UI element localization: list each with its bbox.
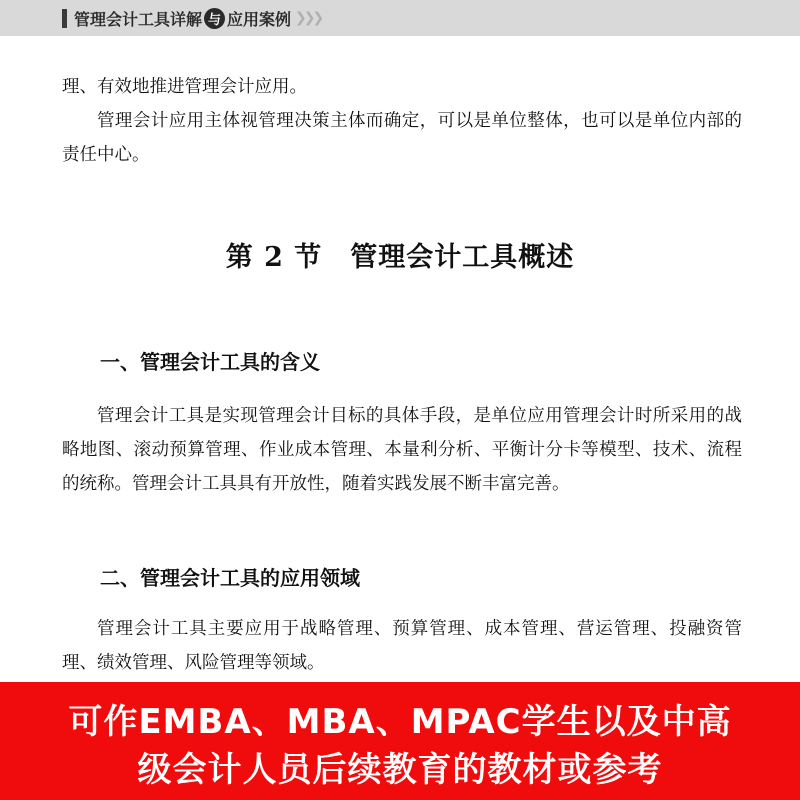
- book-title-right: 应用案例: [227, 9, 292, 29]
- section-title: 第 2 节 管理会计工具概述: [225, 242, 575, 273]
- header-marker: [62, 9, 67, 28]
- paragraph-definition: 管理会计工具是实现管理会计目标的具体手段，是单位应用管理会计时所采用的战略地图、滚动预算管理、作业成本管理、本量利分析、平衡计分卡等模型、技术、流程的统称。管理会计工具具有开放性，随着实践发展不断丰富完善。: [62, 406, 742, 494]
- book-title-connector-badge: 与: [204, 8, 225, 29]
- promo-banner-line-2: 级会计人员后续教育的教材或参考: [137, 750, 663, 790]
- paragraph-application-subject: 管理会计应用主体视管理决策主体而确定，可以是单位整体，也可以是单位内部的责任中心。: [62, 111, 742, 165]
- promo-banner-line-1: 可作EMBA、MBA、MPAC学生以及中高: [68, 702, 732, 742]
- subsection-heading-application-fields: 二、管理会计工具的应用领域: [100, 566, 360, 590]
- book-title: [74, 7, 321, 29]
- subsection-heading-definition: 一、管理会计工具的含义: [100, 350, 320, 374]
- paragraph-continuation: 理、有效地推进管理会计应用。: [62, 77, 307, 97]
- book-title-left: 管理会计工具详解: [74, 9, 203, 29]
- chevron-right-icon: ❯❯❯: [295, 10, 322, 26]
- paragraph-application-fields: 管理会计工具主要应用于战略管理、预算管理、成本管理、营运管理、投融资管理、绩效管理、风险管理等领域。: [62, 619, 742, 673]
- promo-banner: [0, 682, 800, 800]
- page-header: [0, 0, 800, 36]
